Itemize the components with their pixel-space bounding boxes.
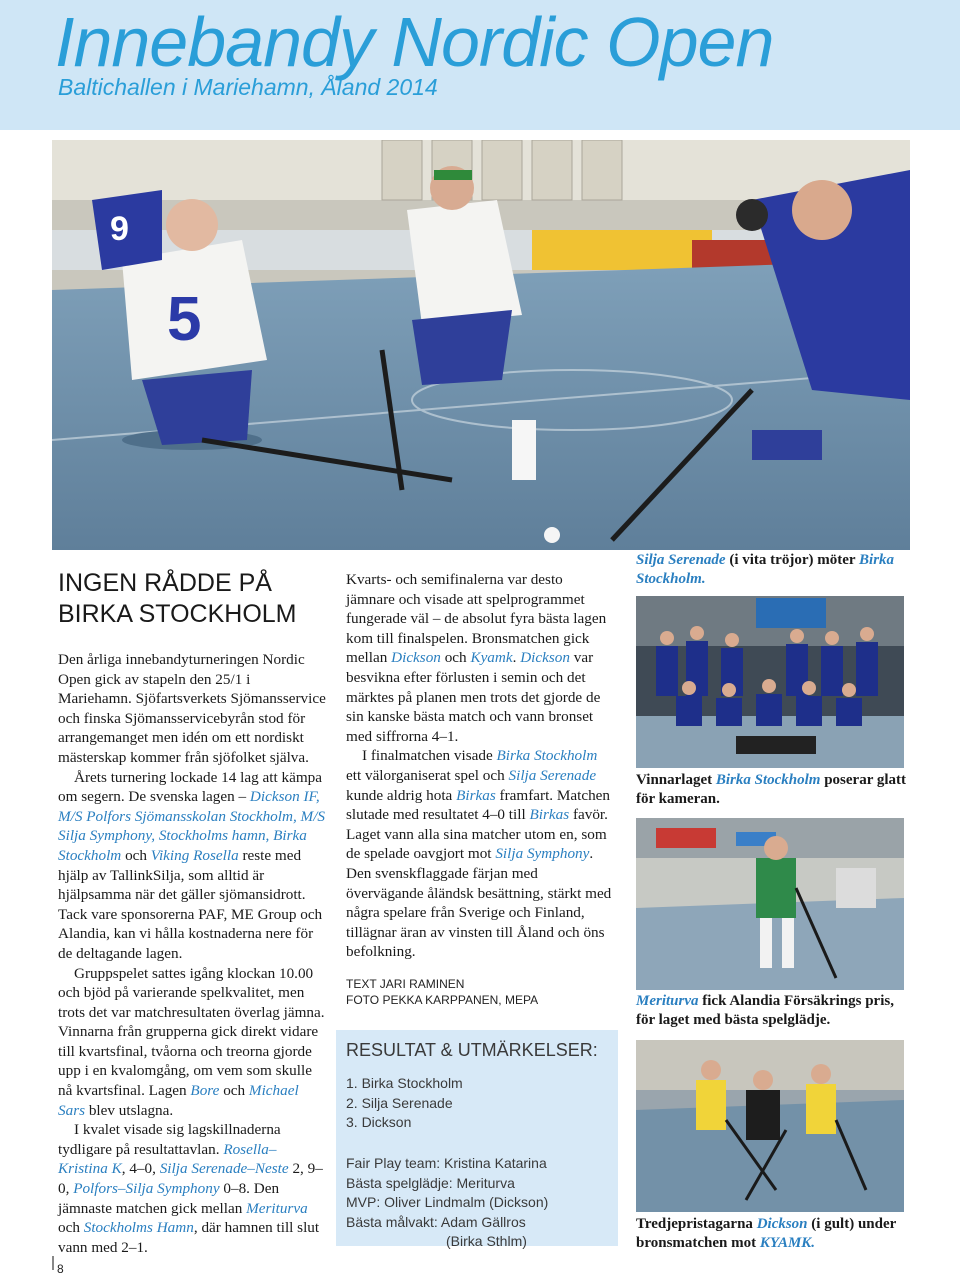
page-rule [52, 1256, 54, 1270]
text-run: , 4–0, [121, 1160, 160, 1178]
award-fair-play: Fair Play team: Kristina Katarina [346, 1155, 547, 1171]
text-run: . [512, 649, 521, 667]
credit-photo-label: FOTO [346, 993, 380, 1007]
italic-text: Viking Rosella [150, 846, 239, 864]
italic-text: Dickson IF, M/S Polfors Sjömansskolan Stockholm, M/S Silja Symphony, Stockholms hamn, Birka Stockholm [58, 788, 326, 864]
text-run: var besvikna efter förlusten i semin och det märktes på planen men trots det gjorde de sin kanske bästa match och vann bronset med siffrorna 4–1. [346, 649, 601, 745]
caption-meriturva [636, 992, 916, 1030]
bronze-match-photo [636, 1040, 904, 1212]
page-number: 8 [57, 1262, 64, 1276]
text-run: Gruppspelet sattes igång klockan 10.00 och bjöd på varierande spelkvalitet, men trots det var matchresultaten överlag jämna. Vinnarna från grupperna gick direkt vidare till kvartsfinal, tvåorna och treorna gjorde upp i en kvalomgång, om vem som skulle nå kvartsfinal. Lagen [58, 964, 325, 1100]
text-run: och [58, 1219, 84, 1237]
credit-text-label: TEXT [346, 977, 377, 991]
awards-list [346, 1154, 548, 1252]
award-best-goalie: Bästa målvakt: Adam Gällros [346, 1213, 526, 1230]
placings-list [346, 1074, 463, 1133]
text-run: poserar glatt för kameran. [636, 772, 907, 807]
paragraph [346, 746, 614, 962]
text-run: och [121, 846, 151, 864]
italic-text: Birka Stockholm [715, 772, 821, 788]
text-run: blev utslagna. [85, 1101, 174, 1119]
placing-2: 2. Silja Serenade [346, 1094, 453, 1111]
text-run: reste med hjälp av TallinkSilja, som alltid är hjälpsamma när det gäller sjömansidrott. Tack vare sponsorerna PAF, ME Group och Alandia, kan vi hålla kostnaderna nere för de deltagande lagen. [58, 846, 323, 962]
article-column-1 [58, 650, 326, 1257]
text-run: fick Alandia Försäkrings pris, för laget med bästa spelglädje. [636, 993, 894, 1028]
award-best-goalie-team: (Birka Sthlm) [446, 1233, 527, 1250]
caption-third [636, 1215, 916, 1253]
paragraph [58, 768, 326, 964]
italic-text: Silja Serenade [508, 766, 597, 784]
text-run: framfart. Matchen slutade med resultatet 4–0 till [346, 786, 611, 824]
hero-photo [52, 140, 910, 550]
text-run: ett välorganiserat spel och [346, 766, 509, 784]
caption-team [636, 771, 916, 809]
text-run: Årets turnering lockade 14 lag att kämpa om segern. De svenska lagen – [58, 768, 322, 806]
italic-text: Rosella–Kristina K [58, 1140, 277, 1178]
text-run: Kvarts- och semifinalerna var desto jämnare och visade att spelprogrammet fungerade väl – de absolut fyra bästa lagen kom till finalspelen. Bronsmatchen gick mellan [346, 571, 607, 667]
italic-text: Silja Symphony [495, 845, 590, 863]
results-box [336, 1030, 618, 1250]
text-run: Den årliga innebandyturneringen Nordic Open gick av stapeln den 25/1 i Mariehamn. Sjöfartsverkets Sjömansservice och finska Sjömansservicebyrån stod för arrangemanget men idén om ett nordiskt mästerskap kommer från sjöfolket själva. [58, 651, 326, 766]
text-run: kunde aldrig hota [346, 786, 457, 804]
paragraph [58, 1120, 326, 1257]
text-run: , där hamnen till slut vann med 2–1. [58, 1219, 320, 1256]
text-run: (i gult) under bronsmatchen mot [636, 1216, 897, 1251]
award-mvp: MVP: Oliver Lindmalm (Dickson) [346, 1194, 549, 1211]
italic-text: KYAMK. [759, 1235, 816, 1251]
italic-text: Silja Serenade–Neste [159, 1160, 289, 1178]
italic-text: Meriturva [246, 1199, 308, 1217]
credit-text-name: JARI RAMINEN [379, 977, 465, 991]
italic-text: Meriturva [636, 993, 699, 1009]
italic-text: Dickson [756, 1216, 808, 1232]
italic-text: Kyamk [470, 649, 513, 667]
headline-line-2: BIRKA STOCKHOLM [58, 600, 297, 628]
italic-text: Michael Sars [58, 1082, 299, 1119]
text-run: 2, 9–0, [58, 1160, 323, 1198]
page-subtitle: Baltichallen i Mariehamn, Åland 2014 [58, 74, 438, 100]
italic-text: Silja Serenade [636, 552, 726, 568]
italic-text: Birkas [456, 786, 496, 804]
text-run: Vinnarlaget [636, 772, 716, 788]
team-photo [636, 596, 904, 768]
text-run: 0–8. Den jämnaste matchen gick mellan [58, 1180, 280, 1217]
placing-3: 3. Dickson [346, 1114, 412, 1131]
italic-text: Birka Stockholm. [636, 552, 895, 587]
award-best-team: Bästa spelglädje: Meriturva [346, 1174, 515, 1191]
paragraph [58, 964, 326, 1121]
meriturva-photo [636, 818, 904, 990]
text-run: Tredjepristagarna [636, 1216, 757, 1232]
placing-1: 1. Birka Stockholm [346, 1075, 463, 1091]
page-title: Innebandy Nordic Open [55, 3, 774, 81]
article-headline [58, 568, 297, 630]
header-band [0, 0, 960, 130]
text-run: I kvalet visade sig lagskillnaderna tydligare på resultattavlan. [58, 1121, 281, 1158]
italic-text: Birka Stockholm [496, 747, 598, 765]
credit-photo-name: PEKKA KARPPANEN, MEPA [382, 993, 539, 1007]
headline-line-1: INGEN RÅDDE PÅ [58, 569, 272, 597]
article-column-2 [346, 570, 614, 962]
italic-text: Polfors–Silja Symphony [73, 1180, 220, 1198]
text-run: (i vita tröjor) möter [725, 552, 860, 568]
italic-text: Dickson [520, 649, 570, 667]
text-run: I finalmatchen visade [362, 747, 497, 765]
svg-text:5: 5 [167, 285, 202, 354]
article-credits [346, 976, 538, 1008]
caption-hero [636, 551, 916, 589]
italic-text: Stockholms Hamn [83, 1219, 194, 1237]
italic-text: Bore [190, 1082, 220, 1100]
svg-text:9: 9 [110, 210, 129, 248]
paragraph [58, 650, 326, 768]
text-run: och [219, 1082, 249, 1100]
results-heading: RESULTAT & UTMÄRKELSER: [346, 1040, 598, 1060]
italic-text: Birkas [529, 806, 570, 824]
paragraph [346, 570, 614, 746]
text-run: och [440, 649, 471, 667]
italic-text: Dickson [391, 649, 441, 667]
text-run: . Den svenskflaggade färjan med övervägande åländsk besättning, stärkt med några spelare från Sverige och Finland, tillägnar äran av vinsten till Åland och öns befolkning. [346, 845, 612, 961]
text-run: favör. Laget vann alla sina matcher utom en, som de spelade oavgjort mot [346, 806, 608, 863]
